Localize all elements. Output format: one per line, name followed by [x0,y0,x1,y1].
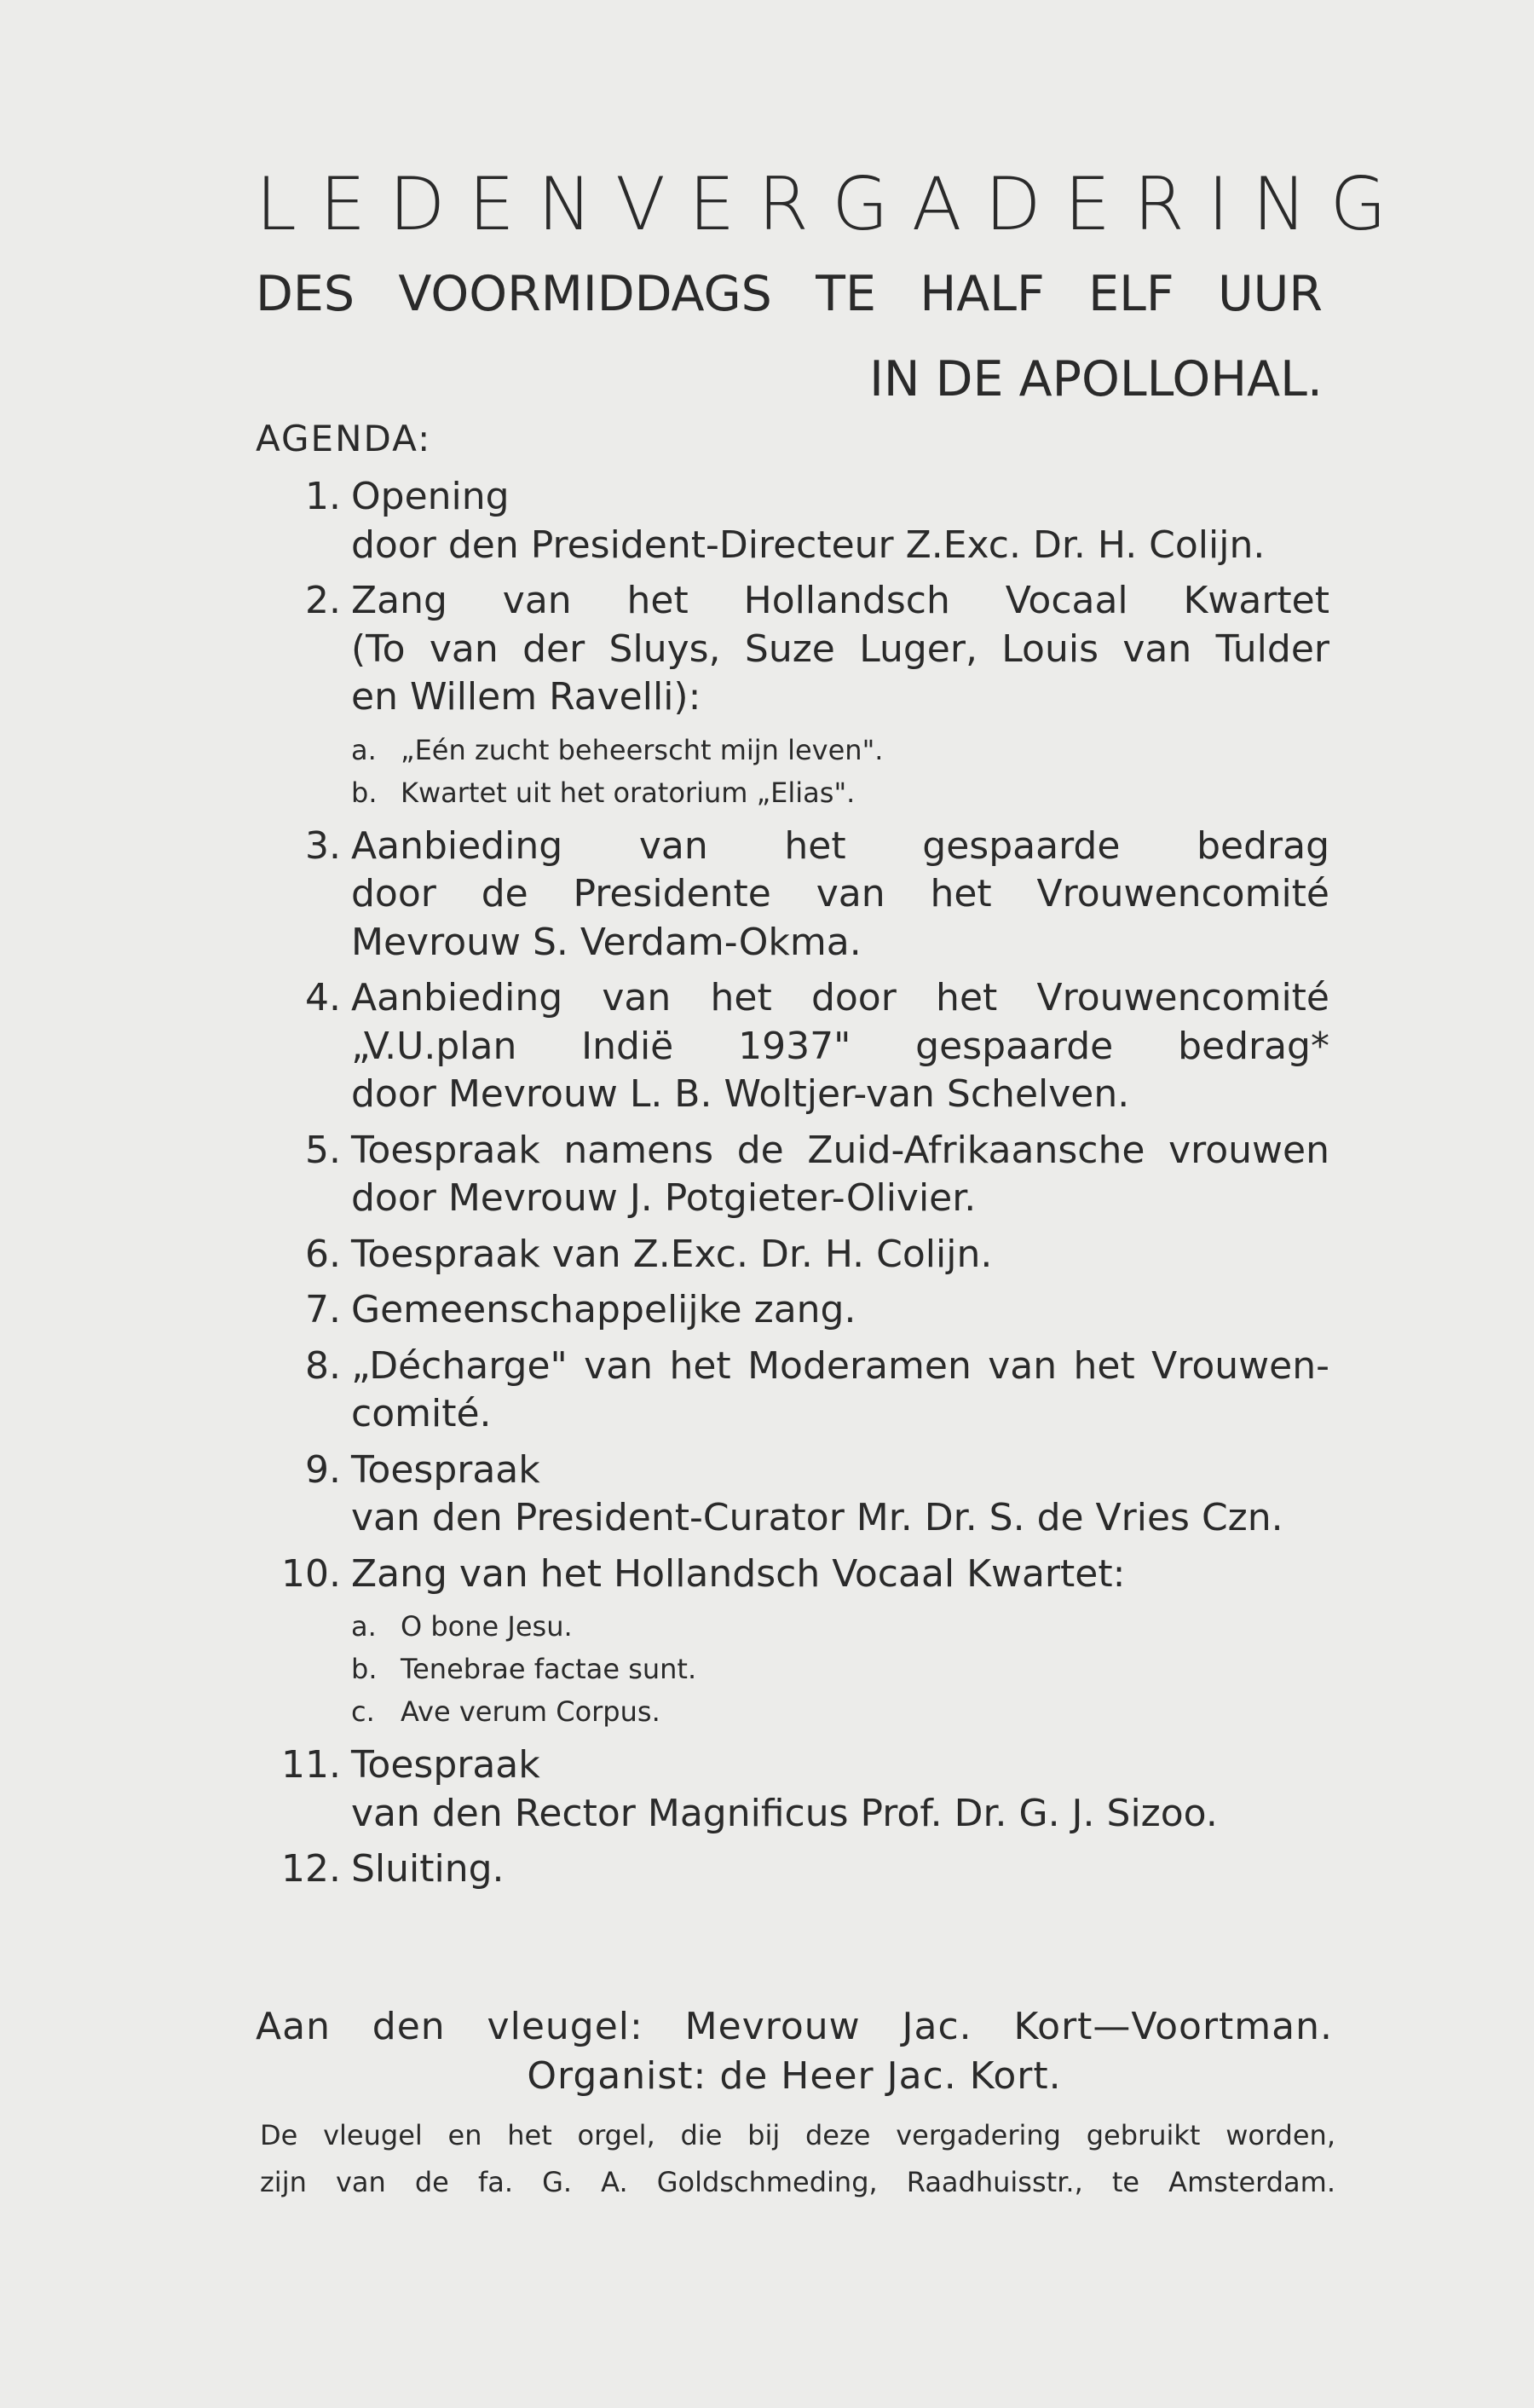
sub-item-text: O bone Jesu. [401,1610,573,1643]
agenda-item [256,1741,1329,1838]
agenda-item-number: 7. [305,1288,341,1331]
agenda-item-number: 9. [305,1447,341,1492]
agenda-item-body [351,1343,1329,1439]
agenda-item [256,1343,1329,1439]
agenda-item [256,473,1329,569]
sub-item-letter: a. [351,1610,377,1643]
page-title: LEDENVERGADERING [256,162,1410,247]
sub-item-letter: b. [351,776,378,809]
sub-item [351,1648,1329,1690]
agenda-item-line: Gemeenschappelijke zang. [351,1288,856,1331]
agenda-item-number: 12. [281,1847,341,1891]
sub-item-text: Ave verum Corpus. [401,1695,660,1728]
agenda-item-number: 11. [281,1743,341,1787]
agenda-item-body [351,577,1329,814]
agenda-item-body [351,1550,1329,1734]
organist-line: Organist: de Heer Jac. Kort. [527,2054,1062,2098]
agenda-item-body [351,1231,1329,1279]
agenda-item-number: 5. [305,1128,341,1172]
agenda-item-body [351,1127,1329,1223]
agenda-item-body [351,974,1329,1119]
agenda-item-line: Zang van het Hollandsch Vocaal Kwartet: [351,1551,1126,1596]
agenda-item-line: Toespraak [351,1743,540,1787]
agenda-item-line: Toespraak namens de Zuid-Afrikaansche vrouwen [351,1128,1329,1172]
meeting-location: IN DE APOLLOHAL. [869,351,1323,407]
agenda-item-line: door Mevrouw L. B. Woltjer-van Schelven. [351,1072,1130,1116]
instrument-note [260,2112,1335,2206]
agenda-item [256,1231,1329,1279]
agenda-item [256,823,1329,967]
agenda-item-line: en Willem Ravelli): [351,675,701,719]
sub-item-text: Tenebrae factae sunt. [401,1653,697,1685]
agenda-item-line: Aanbieding van het gespaarde bedrag [351,823,1329,868]
agenda-item-number: 2. [305,579,341,622]
agenda-item-body [351,1447,1329,1543]
sub-item [351,1690,1329,1733]
agenda-item [256,1845,1329,1894]
agenda-item [256,1550,1329,1734]
sub-item-letter: a. [351,733,377,766]
agenda-label: AGENDA: [256,418,432,459]
pianist-line: Aan den vleugel: Mevrouw Jac. Kort—Voortman. [256,2005,1333,2048]
sub-item-list [351,729,1329,814]
agenda-item [256,1127,1329,1223]
agenda-item [256,1286,1329,1335]
agenda-item-line: comité. [351,1392,492,1435]
agenda-item-line: van den President-Curator Mr. Dr. S. de Vries Czn. [351,1496,1283,1539]
agenda-item-line: „Décharge" van het Moderamen van het Vrouwen- [351,1343,1329,1388]
agenda-item-line: „V.U.plan Indië 1937" gespaarde bedrag* [351,1024,1329,1068]
agenda-item [256,974,1329,1119]
sub-item-letter: b. [351,1653,378,1685]
agenda-item-line: Mevrouw S. Verdam-Okma. [351,920,862,964]
agenda-item-body [351,1845,1329,1894]
agenda-item [256,577,1329,814]
agenda-item-line: (To van der Sluys, Suze Luger, Louis van Tulder [351,627,1329,671]
agenda-item-line: Toespraak van Z.Exc. Dr. H. Colijn. [351,1232,993,1276]
agenda-item-line: door Mevrouw J. Potgieter-Olivier. [351,1176,977,1220]
agenda-item-number: 8. [305,1343,341,1388]
agenda-item-line: Zang van het Hollandsch Vocaal Kwartet [351,579,1329,622]
meeting-time: DES VOORMIDDAGS TE HALF ELF UUR [256,266,1323,322]
agenda-item-line: Toespraak [351,1447,540,1492]
agenda-item-body [351,473,1329,569]
sub-item-text: „Eén zucht beheerscht mijn leven". [401,733,884,766]
sub-item [351,729,1329,771]
agenda-item-line: van den Rector Magnificus Prof. Dr. G. J. Sizoo. [351,1791,1218,1835]
sub-item [351,1605,1329,1648]
agenda-item-number: 4. [305,976,341,1019]
agenda-item-body [351,823,1329,967]
note-line: De vleugel en het orgel, die bij deze vergadering gebruikt worden, [260,2119,1335,2151]
agenda-item-number: 1. [305,475,341,518]
agenda-item-line: Aanbieding van het door het Vrouwencomité [351,976,1329,1019]
agenda-item-line: door de Presidente van het Vrouwencomité [351,872,1329,915]
agenda-item-line: Sluiting. [351,1847,505,1891]
sub-item-list [351,1605,1329,1733]
sub-item-letter: c. [351,1695,375,1728]
agenda-item-number: 3. [305,823,341,868]
sub-item-text: Kwartet uit het oratorium „Elias". [401,776,856,809]
agenda-item [256,1447,1329,1543]
agenda-item-line: Opening [351,475,510,518]
agenda-list [256,473,1329,1894]
performers [256,2003,1333,2100]
agenda-item-number: 10. [281,1551,341,1596]
agenda-item-line: door den President-Directeur Z.Exc. Dr. H. Colijn. [351,523,1266,567]
agenda-item-body [351,1741,1329,1838]
note-line: zijn van de fa. G. A. Goldschmeding, Raadhuisstr., te Amsterdam. [260,2166,1335,2198]
agenda-item-number: 6. [305,1232,341,1276]
sub-item [351,771,1329,814]
agenda-item-body [351,1286,1329,1335]
